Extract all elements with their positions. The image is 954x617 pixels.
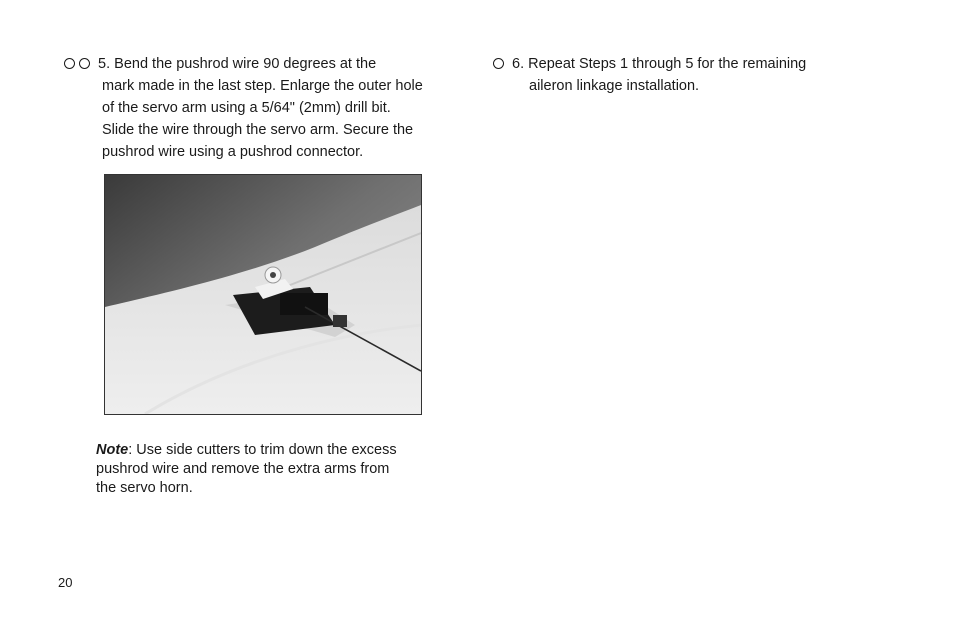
checkbox-icon[interactable]	[493, 58, 504, 69]
checkbox-icon[interactable]	[79, 58, 90, 69]
page-number: 20	[58, 575, 73, 590]
text-line: aileron linkage installation.	[529, 78, 700, 94]
text-line: pushrod wire using a pushrod connector.	[102, 144, 364, 160]
step-5-continuation	[64, 75, 444, 163]
step-6-text: 6. Repeat Steps 1 through 5 for the remaining	[512, 56, 807, 72]
servo-pushrod-photo	[104, 174, 422, 415]
text-line: pushrod wire and remove the extra arms from	[96, 461, 390, 477]
step-6-first-line	[493, 53, 893, 75]
photo-illustration	[105, 175, 421, 414]
text-line: Slide the wire through the servo arm. Secure the	[102, 122, 414, 138]
step-5-text: 5. Bend the pushrod wire 90 degrees at the	[98, 56, 377, 72]
checkbox-icon[interactable]	[64, 58, 75, 69]
text-line: of the servo arm using a 5/64" (2mm) drill bit.	[102, 100, 391, 116]
step-6	[493, 53, 893, 97]
note	[96, 441, 426, 498]
text-line: the servo horn.	[96, 480, 193, 496]
note-label: Note	[96, 442, 129, 458]
text-line: mark made in the last step. Enlarge the outer hole	[102, 78, 423, 94]
step-6-continuation	[493, 75, 893, 97]
note-text: : Use side cutters to trim down the excess	[128, 442, 397, 458]
step-5-first-line	[64, 53, 444, 75]
step-5	[64, 53, 444, 163]
